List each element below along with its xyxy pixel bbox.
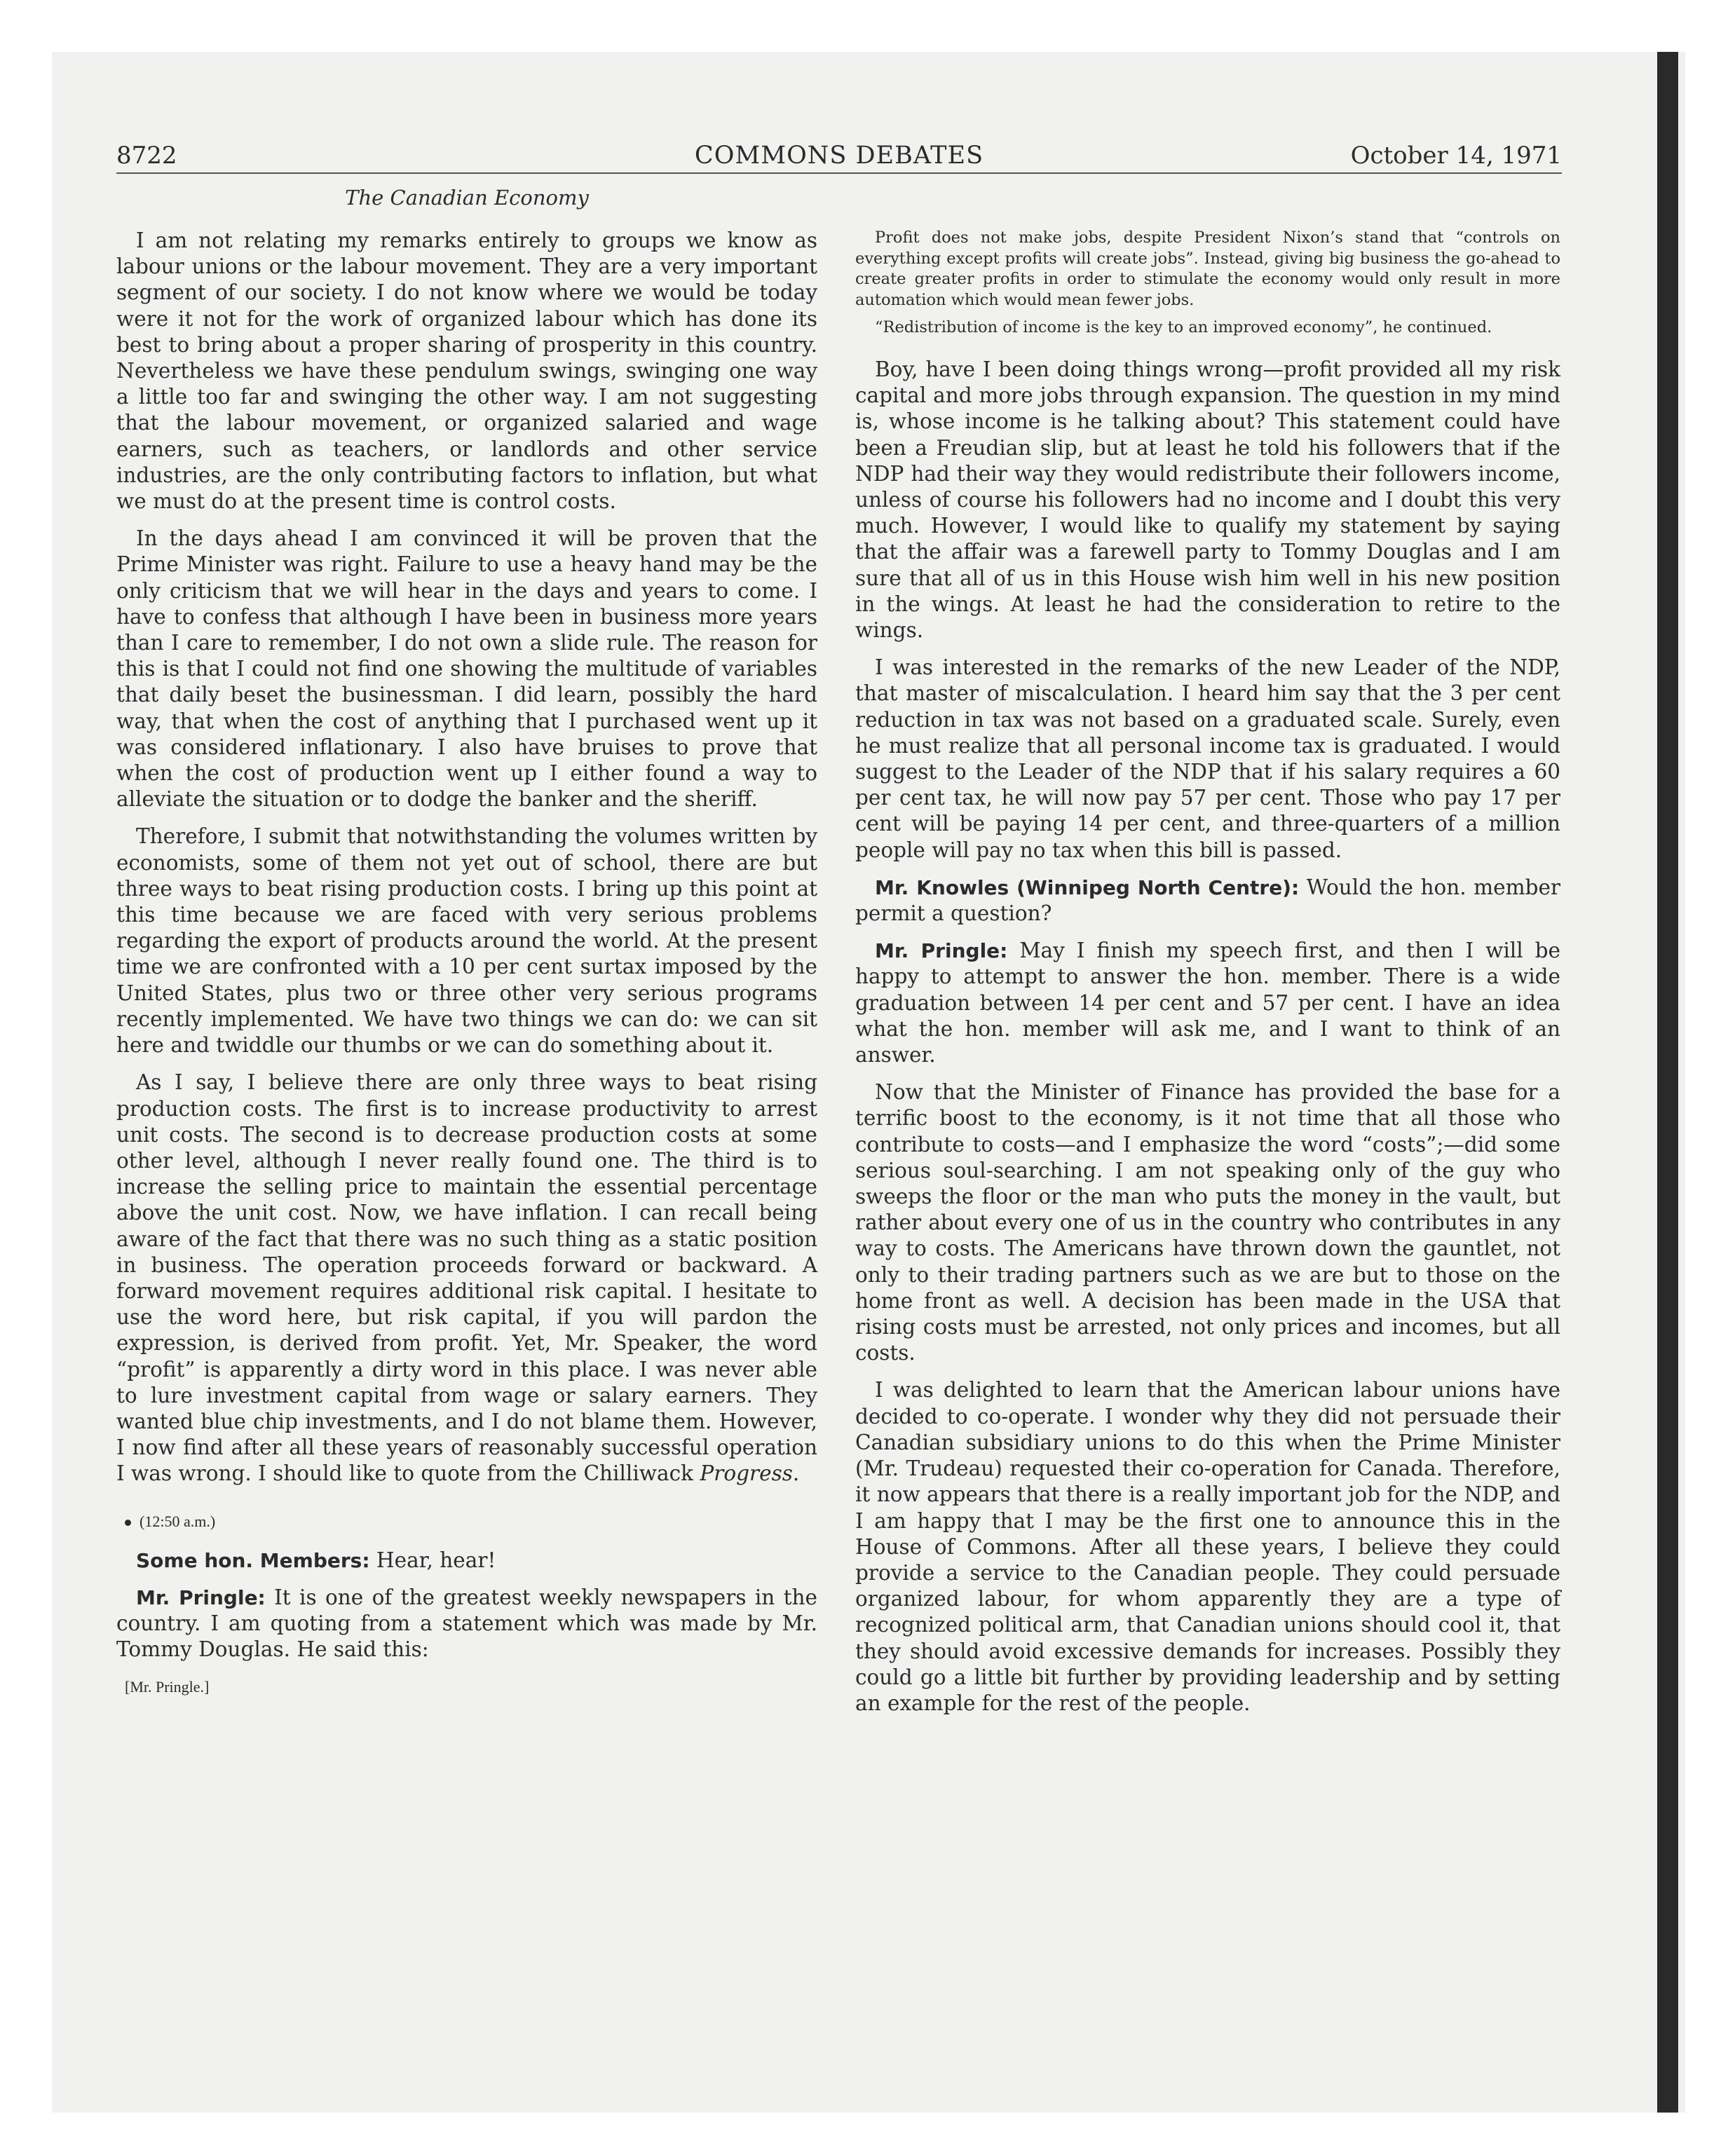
paragraph: Now that the Minister of Finance has provided the base for a terrific boost to the economy, is it not time that all those who contribute to costs—and I emphasize the word “costs”;—did some serious soul-searching. I am not speaking only of the guy who sweeps the floor or the man who puts the money in the vault, but rather about every one of us in the country who contributes in any way to costs. The Americans have thrown down the gauntlet, not only to their trading partners such as we are but to those on the home front as well. A decision has been made in the USA that rising costs must be arrested, not only prices and incomes, but all costs. xyxy=(855,1080,1560,1365)
speaker-name: Mr. Pringle: xyxy=(136,1585,266,1609)
speech-paragraph xyxy=(855,938,1560,1068)
publication-title: COMMONS DEBATES xyxy=(694,142,984,170)
speech-text: Would the hon. member permit a question? xyxy=(855,875,1560,926)
quoted-paragraph: Profit does not make jobs, despite President Nixon’s stand that “controls on everything except profits will create jobs”. Instead, giving big business the go-ahead to create greater profits in order to stimulate the economy would only result in more automation which would mean fewer jobs. xyxy=(855,228,1560,309)
speech-paragraph xyxy=(855,875,1560,927)
newspaper-name: Progress xyxy=(700,1461,793,1486)
section-subheading: The Canadian Economy xyxy=(345,186,589,210)
speaker-name: Mr. Pringle: xyxy=(875,939,1008,963)
left-column xyxy=(116,228,817,1698)
bullet-icon xyxy=(125,1520,131,1526)
page-date: October 14, 1971 xyxy=(1350,142,1562,170)
paragraph-end: . xyxy=(792,1461,800,1486)
timestamp xyxy=(125,1511,817,1532)
paragraph: I was delighted to learn that the American labour unions have decided to co-operate. I wonder why they did not persuade their Canadian subsidiary unions to do this when the Prime Minister (Mr. Trudeau) requested their co-operation for Canada. Therefore, it now appears that there is a really important job for the NDP, and I am happy that I may be the first one to announce this in the House of Commons. After all these years, I believe they could provide a service to the Canadian people. They could persuade organized labour, for whom apparently they are a type of recognized political arm, that Canadian unions should cool it, that they should avoid excessive demands for increases. Possibly they could go a little bit further by providing leadership and by setting an example for the rest of the people. xyxy=(855,1378,1560,1715)
speech-paragraph xyxy=(116,1585,817,1663)
paragraph: I was interested in the remarks of the new Leader of the NDP, that master of miscalculation. I heard him say that the 3 per cent reduction in tax was not based on a graduated scale. Surely, even he must realize that all personal income tax is graduated. I would suggest to the Leader of the NDP that if his salary requires a 60 per cent tax, he will now pay 57 per cent. Those who pay 17 per cent will be paying 14 per cent, and three-quarters of a million people will pay no tax when this bill is passed. xyxy=(855,655,1560,862)
scan-edge-shadow xyxy=(1657,52,1678,2113)
speech-text: It is one of the greatest weekly newspapers in the country. I am quoting from a statement which was made by Mr. Tommy Douglas. He said this: xyxy=(116,1585,817,1662)
paragraph: I am not relating my remarks entirely to groups we know as labour unions or the labour movement. They are a very important segment of our society. I do not know where we would be today were it not for the work of organized labour which has done its best to bring about a proper sharing of prosperity in this country. Nevertheless we have these pendulum swings, swinging one way a little too far and swinging the other way. I am not suggesting that the labour movement, or organized salaried and wage earners, such as teachers, or landlords and other service industries, are the only contributing factors to inflation, but what we must do at the present time is control costs. xyxy=(116,228,817,514)
paragraph: In the days ahead I am convinced it will be proven that the Prime Minister was right. Failure to use a heavy hand may be the only criticism that we will hear in the days and years to come. I have to confess that although I have been in business more years than I care to remember, I do not own a slide rule. The reason for this is that I could not find one showing the multitude of variables that daily beset the businessman. I did learn, possibly the hard way, that when the cost of anything that I purchased went up it was considered inflationary. I also have bruises to prove that when the cost of production went up I either found a way to alleviate the situation or to dodge the banker and the sheriff. xyxy=(116,526,817,812)
speech-text: May I finish my speech first, and then I will be happy to attempt to answer the hon. member. There is a wide graduation between 14 per cent and 57 per cent. I have an idea what the hon. member will ask me, and I want to think of an answer. xyxy=(855,939,1560,1067)
page-number: 8722 xyxy=(116,142,177,170)
timestamp-text: (12:50 a.m.) xyxy=(140,1512,216,1530)
page-header xyxy=(116,139,1562,174)
paragraph: Boy, have I been doing things wrong—profit provided all my risk capital and more jobs through expansion. The question in my mind is, whose income is he talking about? This statement could have been a Freudian slip, but at least he told his followers that if the NDP had their way they would redistribute their followers income, unless of course his followers had no income and I doubt this very much. However, I would like to qualify my statement by saying that the affair was a farewell party to Tommy Douglas and I am sure that all of us in this House wish him well in his new position in the wings. At least he had the consideration to retire to the wings. xyxy=(855,357,1560,642)
quoted-paragraph: “Redistribution of income is the key to an improved economy”, he continued. xyxy=(875,318,1492,337)
speaker-name: Some hon. Members: xyxy=(136,1548,370,1572)
speech-paragraph xyxy=(116,1548,817,1574)
speech-text: Hear, hear! xyxy=(369,1548,496,1572)
paragraph xyxy=(116,1070,817,1487)
right-column xyxy=(855,228,1560,1728)
paragraph: Therefore, I submit that notwithstanding the volumes written by economists, some of them not yet out of school, there are but three ways to beat rising production costs. I bring up this point at this time because we are faced with very serious problems regarding the export of products around the world. At the present time we are confronted with a 10 per cent surtax imposed by the United States, plus two or three other very serious programs recently implemented. We have two things we can do: we can sit here and twiddle our thumbs or we can do something about it. xyxy=(116,824,817,1058)
speaker-attribution: [Mr. Pringle.] xyxy=(125,1678,210,1696)
speaker-name: Mr. Knowles (Winnipeg North Centre): xyxy=(875,875,1300,899)
paragraph-text: As I say, I believe there are only three ways to beat rising production costs. The first is to increase productivity to arrest unit costs. The second is to decrease production costs at some other level, although I never really found one. The third is to increase the selling price to maintain the essential percentage above the unit cost. Now, we have inflation. I can recall being aware of the fact that there was no such thing as a static position in business. The operation proceeds forward or backward. A forward movement requires additional risk capital. I hesitate to use the word here, but risk capital, if you will pardon the expression, is derived from profit. Yet, Mr. Speaker, the word “profit” is apparently a dirty word in this place. I was never able to lure investment capital from wage or salary earners. They wanted blue chip investments, and I do not blame them. However, I now find after all these years of reasonably successful operation I was wrong. I should like to quote from the Chilliwack xyxy=(116,1070,817,1486)
